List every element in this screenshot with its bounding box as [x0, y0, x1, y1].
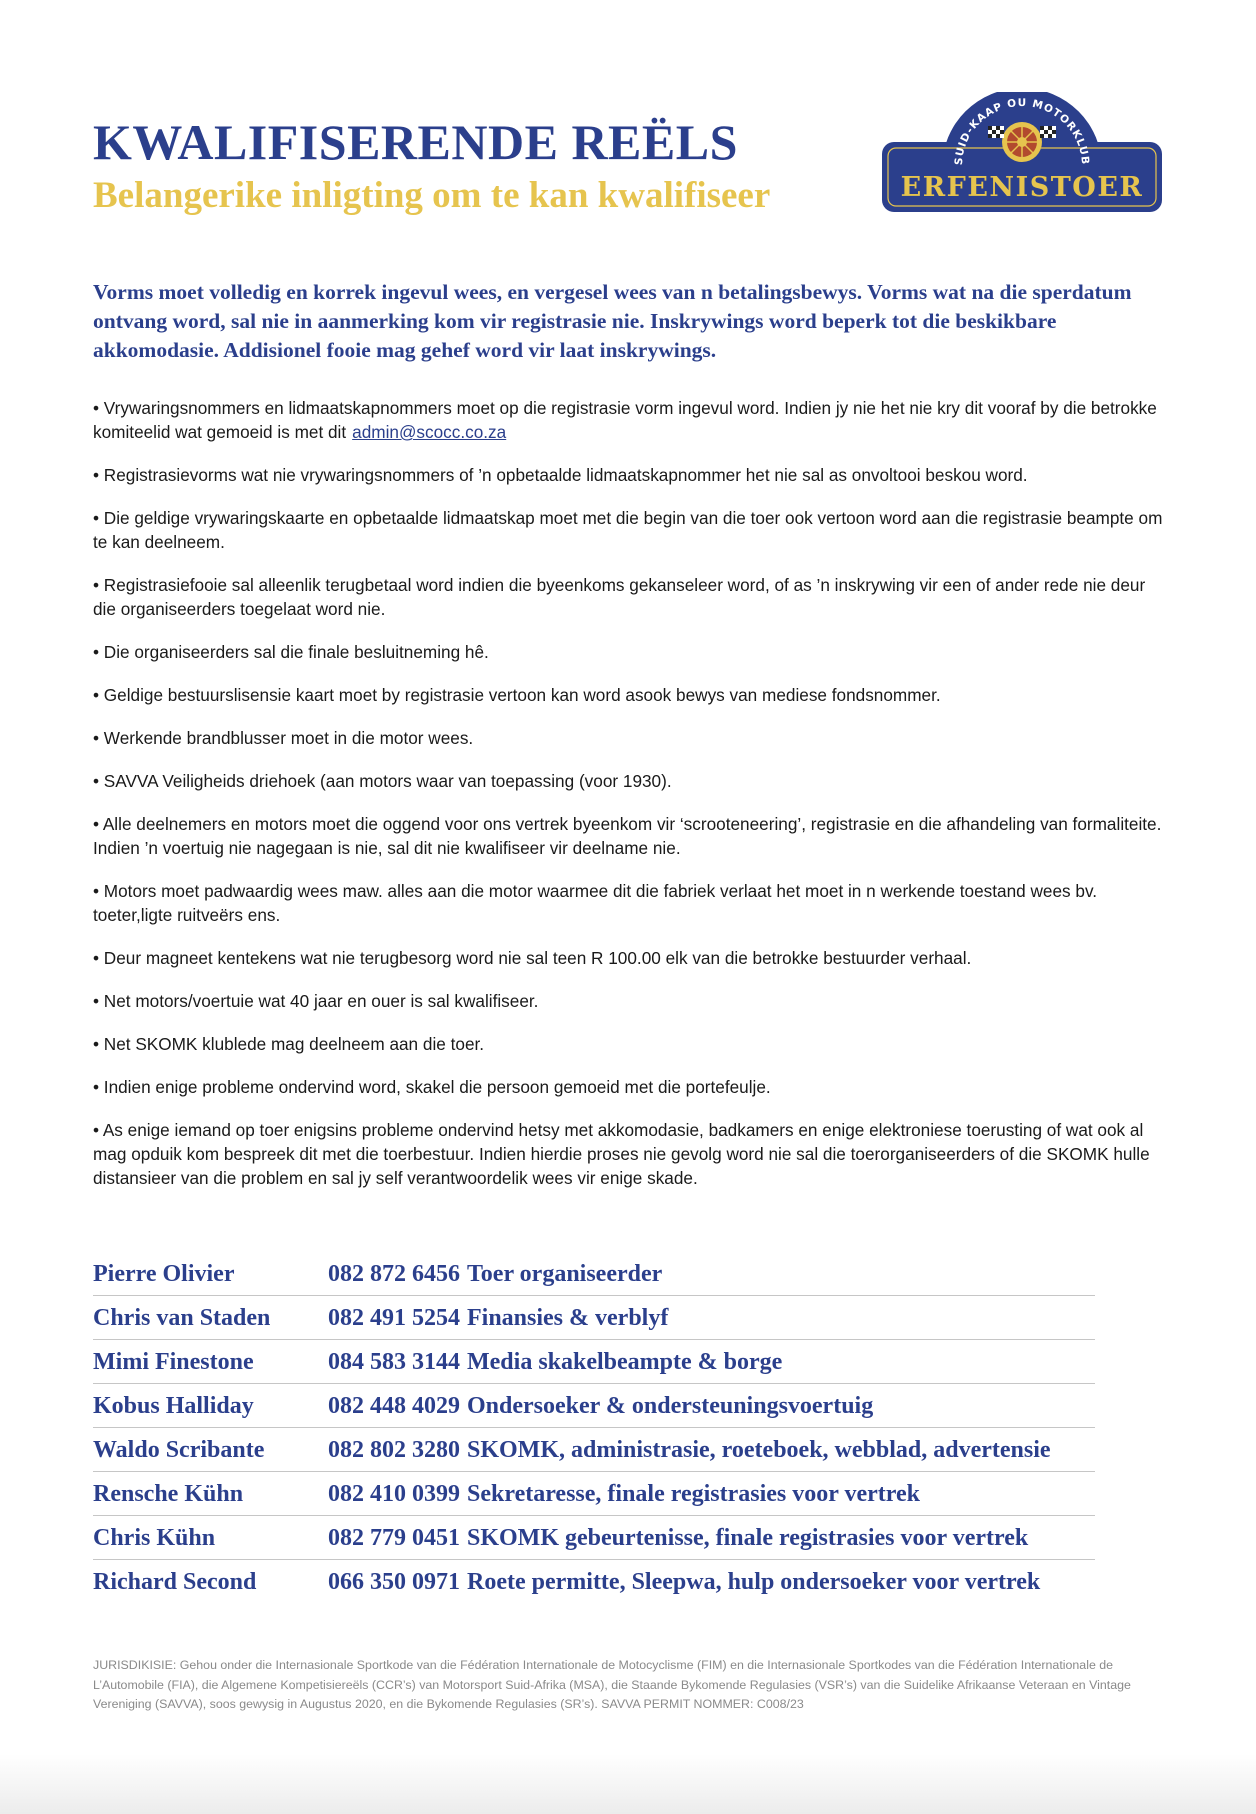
- jurisdiction-footer: JURISDIKISIE: Gehou onder die Internasionale Sportkode van die Fédération Internationale de Motocyclisme (FIM) en die Internasionale Sportkodes van die Fédération Internationale de L’Automobile (FIA), die Algemene Kompetisiereëls (CCR’s) van Motorsport Suid-Afrika (MSA), die Staande Bykomende Regulasies (VSR’s) van die Suidelike Afrikaanse Veteraan en Vintage Vereniging (SAVVA), soos gewysig in Augustus 2020, en die Bykomende Regulasies (SR’s). SAVVA PERMIT NOMMER: C008/23: [93, 1658, 1131, 1711]
- contacts-table: [93, 1253, 1095, 1604]
- contact-row: [93, 1341, 1095, 1384]
- contact-role: Media skakelbeampte & borge: [467, 1348, 783, 1375]
- rule-text: • Vrywaringsnommers en lidmaatskapnommers moet op die registrasie vorm ingevul word. Indien jy nie het nie kry dit vooraf by die betrokke komiteelid wat gemoeid is met dit: [93, 398, 1157, 442]
- rule-item: • Alle deelnemers en motors moet die oggend voor ons vertrek byeenkom vir ‘scrooteneering’, registrasie en die afhandeling van formaliteite. Indien ’n voertuig nie nagegaan is nie, sal dit nie kwalifiseer vir deelname nie.: [93, 814, 1162, 858]
- contact-name: Mimi Finestone: [93, 1348, 254, 1375]
- rule-item: • Net SKOMK klublede mag deelneem aan die toer.: [93, 1034, 485, 1054]
- contact-row: [93, 1253, 1095, 1296]
- contact-phone: 082 802 3280: [328, 1436, 460, 1463]
- rule-item: • Registrasievorms wat nie vrywaringsnommers of ’n opbetaalde lidmaatskapnommer het nie sal as onvoltooi beskou word.: [93, 465, 1028, 485]
- contact-phone: 082 491 5254: [328, 1304, 460, 1331]
- rule-item: • Die geldige vrywaringskaarte en opbetaalde lidmaatskap moet met die begin van die toer ook vertoon word aan die registrasie beampte om te kan deelneem.: [93, 508, 1163, 552]
- contact-phone: 082 448 4029: [328, 1392, 460, 1419]
- rule-item: • Motors moet padwaardig wees maw. alles aan die motor waarmee dit die fabriek verlaat het moet in n werkende toestand wees bv. toeter,ligte ruitveërs ens.: [93, 881, 1098, 925]
- page-bottom-shadow: [0, 1754, 1256, 1814]
- rule-item: • SAVVA Veiligheids driehoek (aan motors waar van toepassing (voor 1930).: [93, 771, 672, 791]
- rule-item: [93, 396, 1168, 444]
- contact-row: [93, 1473, 1095, 1516]
- contact-role: Toer organiseerder: [467, 1260, 663, 1287]
- rule-item: • Indien enige probleme ondervind word, skakel die persoon gemoeid met die portefeulje.: [93, 1077, 771, 1097]
- contact-role: Ondersoeker & ondersteuningsvoertuig: [467, 1392, 874, 1419]
- contact-phone: 082 779 0451: [328, 1524, 460, 1551]
- rule-item: • Net motors/voertuie wat 40 jaar en ouer is sal kwalifiseer.: [93, 991, 539, 1011]
- rule-item: • Geldige bestuurslisensie kaart moet by registrasie vertoon kan word asook bewys van mediese fondsnommer.: [93, 685, 941, 705]
- logo-name: ERFENISTOER: [900, 172, 1144, 203]
- contact-row: [93, 1517, 1095, 1560]
- contact-role: SKOMK gebeurtenisse, finale registrasies voor vertrek: [467, 1524, 1029, 1551]
- page-subtitle: Belangerike inligting om te kan kwalifiseer: [93, 175, 771, 216]
- contact-row: [93, 1429, 1095, 1472]
- rules-list: [93, 396, 1168, 1209]
- contact-role: Roete permitte, Sleepwa, hulp ondersoeker voor vertrek: [467, 1568, 1041, 1595]
- erfenistoer-logo: [880, 92, 1164, 214]
- rule-item: • Registrasiefooie sal alleenlik terugbetaal word indien die byeenkoms gekanseleer word, of as ’n inskrywing vir een of ander rede nie deur die organiseerders toegelaat word nie.: [93, 575, 1146, 619]
- rule-item: • As enige iemand op toer enigsins probleme ondervind hetsy met akkomodasie, badkamers en enige elektroniese toerusting of wat ook al mag opduik kom bespreek dit met die toerbestuur. Indien hierdie proses nie gevolg word nie sal die toerorganiseerders of die SKOMK hulle distansieer van die problem en sal jy self verantwoordelik wees vir enige skade.: [93, 1120, 1150, 1188]
- contact-name: Chris Kühn: [93, 1524, 216, 1551]
- contact-phone: 082 872 6456: [328, 1260, 460, 1287]
- contact-role: SKOMK, administrasie, roeteboek, webblad, advertensie: [467, 1436, 1051, 1463]
- rule-item: • Die organiseerders sal die finale besluitneming hê.: [93, 642, 489, 662]
- contact-phone: 084 583 3144: [328, 1348, 460, 1375]
- intro-paragraph: Vorms moet volledig en korrek ingevul wees, en vergesel wees van n betalingsbewys. Vorms wat na die sperdatum ontvang word, sal nie in aanmerking kom vir registrasie nie. Inskrywings word beperk tot die beskikbare akkomodasie. Addisionel fooie mag gehef word vir laat inskrywings.: [93, 280, 1132, 362]
- contact-row: [93, 1561, 1095, 1603]
- contact-phone: 066 350 0971: [328, 1568, 460, 1595]
- admin-email-link[interactable]: admin@scocc.co.za: [352, 422, 507, 442]
- contact-phone: 082 410 0399: [328, 1480, 460, 1507]
- contact-name: Chris van Staden: [93, 1304, 271, 1331]
- contact-name: Pierre Olivier: [93, 1260, 235, 1287]
- page-title: KWALIFISERENDE REËLS: [93, 114, 738, 170]
- logo-arc-text: SUID-KAAP OU MOTORKLUB: [952, 96, 1092, 166]
- contact-row: [93, 1385, 1095, 1428]
- contact-role: Sekretaresse, finale registrasies voor vertrek: [467, 1480, 920, 1507]
- wheel-icon: [1002, 122, 1042, 162]
- rule-item: • Werkende brandblusser moet in die motor wees.: [93, 728, 474, 748]
- contact-row: [93, 1297, 1095, 1340]
- rule-item: • Deur magneet kentekens wat nie terugbesorg word nie sal teen R 100.00 elk van die betrokke bestuurder verhaal.: [93, 948, 972, 968]
- contact-role: Finansies & verblyf: [467, 1304, 669, 1331]
- contact-name: Rensche Kühn: [93, 1480, 244, 1507]
- contact-name: Richard Second: [93, 1568, 257, 1595]
- contact-name: Kobus Halliday: [93, 1392, 254, 1419]
- contact-name: Waldo Scribante: [93, 1436, 265, 1463]
